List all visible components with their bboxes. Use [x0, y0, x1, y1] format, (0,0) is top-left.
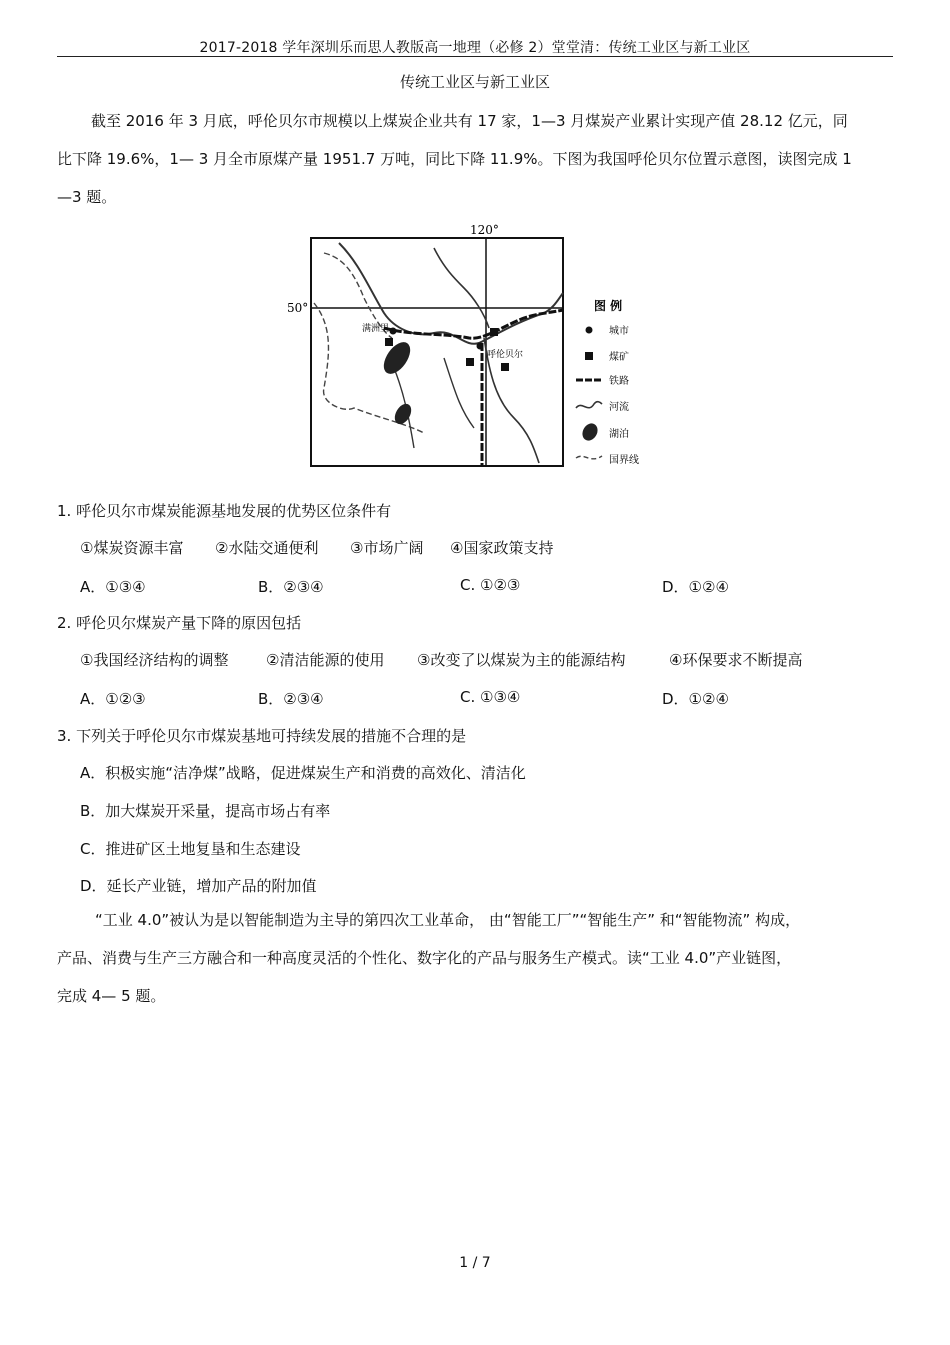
coal-mine-3	[466, 358, 474, 366]
latitude-label: 50°	[287, 301, 309, 315]
page-number: 1 / 7	[459, 1255, 491, 1271]
q1-choice-c[interactable]: C. ①②③	[460, 576, 521, 594]
city-label-hulunbuir: 呼伦贝尔	[487, 350, 524, 360]
legend-coal-label: 煤矿	[609, 352, 629, 363]
river-branch	[434, 248, 489, 328]
railway-main	[384, 310, 563, 338]
city-manzhouli	[390, 328, 397, 335]
q2-choice-a[interactable]: A．①②③	[80, 690, 146, 708]
longitude-label: 120°	[470, 223, 499, 237]
q2-item: ①我国经济结构的调整	[80, 651, 229, 669]
legend-lake-label: 湖泊	[609, 429, 629, 440]
intro-line: —3 题。	[57, 188, 117, 206]
q3-option-a[interactable]: A．积极实施“洁净煤”战略，促进煤炭生产和消费的高效化、清洁化	[80, 764, 526, 782]
intro-line: 产品、消费与生产三方融合和一种高度灵活的个性化、数字化的产品与服务生产模式。读“工业 4.0”产业链图，	[57, 949, 792, 967]
intro-paragraph-1	[57, 102, 897, 216]
q2-item: ②清洁能源的使用	[266, 651, 385, 669]
intro-line: 截至 2016 年 3 月底，呼伦贝尔市规模以上煤炭企业共有 17 家，1—3 月煤炭产业累计实现产值 28.12 亿元，同	[91, 112, 848, 130]
q1-item: ①煤炭资源丰富	[80, 539, 184, 557]
coal-mine-2	[490, 328, 498, 336]
legend-city-symbol	[586, 327, 593, 334]
q2-choice-c[interactable]: C. ①③④	[460, 688, 521, 706]
legend-title: 图 例	[594, 299, 623, 313]
coal-mine-4	[501, 363, 509, 371]
q1-item: ②水陆交通便利	[215, 539, 319, 557]
q1-choice-b[interactable]: B．②③④	[258, 578, 324, 596]
lake-hulun	[378, 338, 415, 379]
q3-option-c[interactable]: C．推进矿区土地复垦和生态建设	[80, 840, 301, 858]
city-hulunbuir	[477, 343, 484, 350]
page-header: 2017-2018 学年深圳乐而思人教版高一地理（必修 2）堂堂清：传统工业区与新工业区	[199, 40, 751, 56]
legend-railway-label: 铁路	[609, 376, 629, 387]
coal-mine-1	[385, 338, 393, 346]
legend-coal-symbol	[585, 352, 593, 360]
intro-paragraph-2	[57, 901, 897, 1015]
q1-item: ④国家政策支持	[450, 539, 554, 557]
city-label-manzhouli: 满洲里	[362, 324, 390, 334]
q1-item: ③市场广阔	[350, 539, 424, 557]
q3-option-d[interactable]: D．延长产业链，增加产品的附加值	[80, 877, 317, 895]
q1-choice-d[interactable]: D．①②④	[662, 578, 729, 596]
question-2-stem: 2. 呼伦贝尔煤炭产量下降的原因包括	[57, 614, 302, 632]
legend-river-symbol	[576, 402, 602, 408]
question-1-stem: 1. 呼伦贝尔市煤炭能源基地发展的优势区位条件有	[57, 502, 392, 520]
q2-choice-b[interactable]: B．②③④	[258, 690, 324, 708]
intro-line: 完成 4— 5 题。	[57, 987, 166, 1005]
question-3-stem: 3. 下列关于呼伦贝尔市煤炭基地可持续发展的措施不合理的是	[57, 727, 467, 745]
legend-city-label: 城市	[609, 326, 629, 337]
q2-item: ③改变了以煤炭为主的能源结构	[417, 651, 626, 669]
q1-choice-a[interactable]: A．①③④	[80, 578, 146, 596]
page-title: 传统工业区与新工业区	[399, 73, 550, 91]
map-svg	[284, 218, 659, 480]
legend-border-label: 国界线	[609, 455, 639, 466]
intro-line: “工业 4.0”被认为是以智能制造为主导的第四次工业革命， 由“智能工厂”“智能生产” 和“智能物流” 构成，	[95, 911, 801, 929]
q2-item: ④环保要求不断提高	[669, 651, 803, 669]
legend-river-label: 河流	[609, 402, 629, 413]
intro-line: 比下降 19.6%，1— 3 月全市原煤产量 1951.7 万吨，同比下降 11.9%。下图为我国呼伦贝尔位置示意图，读图完成 1	[57, 150, 852, 168]
hulunbuir-location-map	[284, 218, 659, 480]
header-divider	[57, 56, 893, 57]
legend-border-symbol	[576, 456, 602, 459]
legend-lake-symbol	[579, 421, 600, 444]
lake-buir	[391, 401, 414, 427]
q2-choice-d[interactable]: D．①②④	[662, 690, 729, 708]
river-mid	[444, 358, 474, 428]
q3-option-b[interactable]: B．加大煤炭开采量，提高市场占有率	[80, 802, 331, 820]
